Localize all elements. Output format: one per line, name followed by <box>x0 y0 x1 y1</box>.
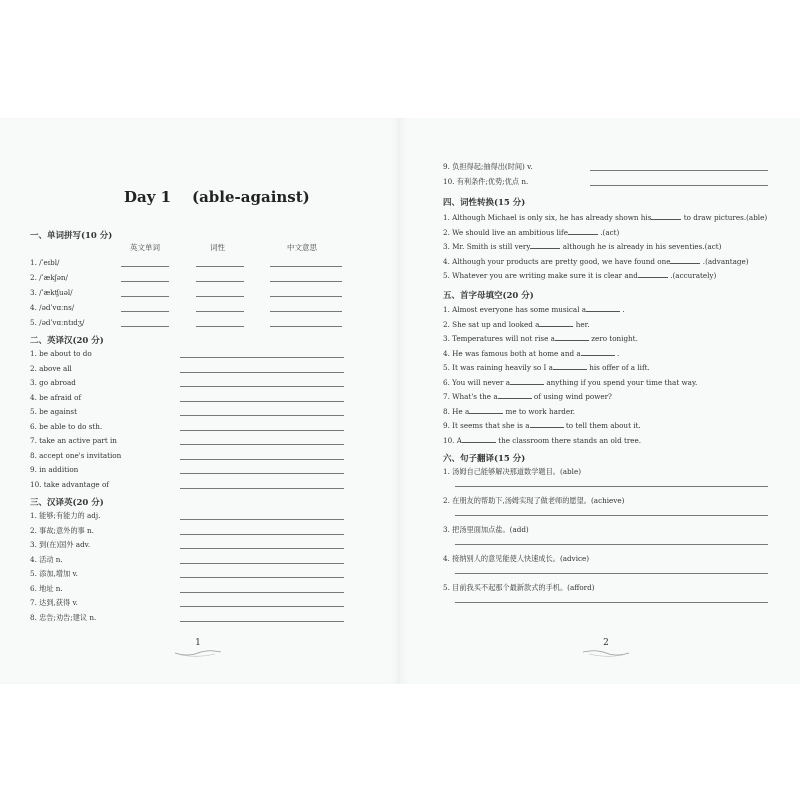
blank-line <box>462 435 496 443</box>
blank-line <box>530 420 564 428</box>
sentence-start: 5. Whatever you are writing make sure it is clear and <box>443 271 638 281</box>
sentence-start: 5. It was raining heavily so I a <box>443 363 553 372</box>
en-to-cn-item: 9. in addition <box>30 465 79 474</box>
sentence-end: to tell them about it. <box>565 421 641 430</box>
column-header-pos: 词性 <box>210 243 225 252</box>
fill-blank-sentence <box>443 420 641 430</box>
en-to-cn-item: 3. go abroad <box>30 378 76 387</box>
left-page <box>0 118 400 684</box>
answer-line <box>455 602 768 603</box>
sentence-end: of using wind power? <box>533 392 612 401</box>
blank-line <box>539 319 573 327</box>
translation-item: 5. 目前我买不起那个最新款式的手机。(afford) <box>443 583 595 592</box>
spelling-item: 4. /ədˈvɑːns/ <box>30 303 75 312</box>
fill-blank-sentence <box>443 348 619 358</box>
answer-line <box>180 548 344 549</box>
translation-item: 4. 接纳别人的意见能使人快速成长。(advice) <box>443 554 590 563</box>
section-2-heading: 二、英译汉(20 分) <box>30 336 104 346</box>
answer-line <box>196 266 244 267</box>
answer-line <box>455 544 768 545</box>
blank-line <box>530 241 560 249</box>
en-to-cn-item: 6. be able to do sth. <box>30 421 103 431</box>
answer-line <box>121 311 169 312</box>
blank-line <box>638 270 668 278</box>
page-number: 1 <box>195 638 201 648</box>
answer-line <box>121 281 169 282</box>
fill-blank-sentence <box>443 391 612 401</box>
sentence-end: .(accurately) <box>670 271 717 281</box>
answer-line <box>180 534 344 535</box>
answer-line <box>180 606 344 607</box>
blank-line <box>510 377 544 385</box>
answer-line <box>180 488 344 489</box>
answer-line <box>270 281 342 282</box>
book-spread <box>0 118 800 684</box>
answer-line <box>196 281 244 282</box>
answer-line <box>180 459 344 460</box>
cn-to-en-item: 5. 添加,增加 v. <box>30 569 78 578</box>
cn-to-en-item: 4. 活动 n. <box>30 554 63 564</box>
sentence-start: 3. Mr. Smith is still very <box>443 242 531 252</box>
answer-line <box>180 372 344 373</box>
answer-line <box>180 473 344 474</box>
answer-line <box>121 326 169 327</box>
answer-line <box>196 311 244 312</box>
cn-to-en-item: 1. 能够;有能力的 adj. <box>30 511 101 520</box>
sentence-end: her. <box>575 319 590 329</box>
answer-line <box>121 266 169 267</box>
fill-blank-sentence <box>443 227 619 237</box>
answer-line <box>270 266 342 267</box>
answer-line <box>180 444 344 445</box>
answer-line <box>180 357 344 358</box>
spelling-item: 2. /ˈækʃən/ <box>30 273 68 282</box>
answer-line <box>180 577 344 578</box>
answer-line <box>196 296 244 297</box>
sentence-start: 8. He a <box>443 406 470 416</box>
blank-line <box>555 333 589 341</box>
spelling-item: 5. /ədˈvɑːntɪdʒ/ <box>30 318 85 327</box>
blank-line <box>553 362 587 370</box>
blank-line <box>498 391 532 399</box>
fill-blank-sentence <box>443 362 650 372</box>
fill-blank-sentence <box>443 435 641 445</box>
translation-item: 1. 汤姆自己能够解决那道数学题目。(able) <box>443 467 582 476</box>
sentence-start: 4. Although your products are pretty good, we have found one <box>443 256 671 266</box>
sentence-end: his offer of a lift. <box>589 363 650 372</box>
right-page <box>400 118 800 684</box>
page-ornament-icon <box>581 647 631 657</box>
cn-to-en-item: 3. 到(在)国外 adv. <box>30 540 91 549</box>
en-to-cn-item: 1. be about to do <box>30 349 92 358</box>
sentence-start: 3. Temperatures will not rise a <box>443 334 555 343</box>
translation-item: 3. 把汤里面加点盐。(add) <box>443 525 529 534</box>
page-ornament-icon <box>173 647 223 657</box>
sentence-start: 1. Almost everyone has some musical a <box>443 305 587 314</box>
en-to-cn-item: 2. above all <box>30 363 72 373</box>
sentence-end: . <box>616 348 620 358</box>
answer-line <box>455 486 768 487</box>
fill-blank-sentence <box>443 319 590 329</box>
sentence-end: anything if you spend your time that way. <box>546 377 698 387</box>
sentence-end: . <box>622 305 625 314</box>
answer-line <box>180 401 344 402</box>
fill-blank-sentence <box>443 212 767 222</box>
sentence-end: to draw pictures.(able) <box>683 213 768 222</box>
answer-line <box>270 326 342 327</box>
blank-line <box>670 256 700 264</box>
blank-line <box>651 212 681 220</box>
answer-line <box>455 573 768 574</box>
sentence-start: 9. It seems that she is a <box>443 421 530 430</box>
sentence-start: 1. Although Michael is only six, he has already shown his <box>443 213 652 222</box>
section-6-heading: 六、句子翻译(15 分) <box>443 454 526 464</box>
sentence-start: 2. We should live an ambitious life <box>443 227 568 237</box>
answer-line <box>270 311 342 312</box>
vocab-item-9: 9. 负担得起;抽得出(时间) v. <box>443 162 533 171</box>
cn-to-en-item: 2. 事故;意外的事 n. <box>30 525 94 535</box>
cn-to-en-item: 6. 地址 n. <box>30 583 63 593</box>
answer-line <box>180 592 344 593</box>
section-4-heading: 四、词性转换(15 分) <box>443 198 526 208</box>
fill-blank-sentence <box>443 304 625 314</box>
sentence-start: 6. You will never a <box>443 377 511 387</box>
answer-line <box>180 621 344 622</box>
answer-line <box>180 415 344 416</box>
answer-line <box>180 386 344 387</box>
column-header-word: 英文单词 <box>130 243 160 252</box>
column-header-meaning: 中文意思 <box>287 243 317 252</box>
sentence-end: zero tonight. <box>591 334 638 343</box>
en-to-cn-item: 4. be afraid of <box>30 392 82 402</box>
answer-line <box>590 170 768 171</box>
answer-line <box>590 185 768 186</box>
spelling-item: 3. /ˈækʧuəl/ <box>30 288 73 297</box>
fill-blank-sentence <box>443 406 575 416</box>
en-to-cn-item: 10. take advantage of <box>30 479 109 489</box>
sentence-start: 2. She sat up and looked a <box>443 319 540 329</box>
section-3-heading: 三、汉译英(20 分) <box>30 498 104 508</box>
sentence-end: .(act) <box>600 227 620 237</box>
spelling-item: 1. /ˈeɪbl/ <box>30 258 60 267</box>
answer-line <box>121 296 169 297</box>
section-1-heading: 一、单词拼写(10 分) <box>30 231 113 241</box>
answer-line <box>270 296 342 297</box>
fill-blank-sentence <box>443 256 749 266</box>
fill-blank-sentence <box>443 333 638 343</box>
en-to-cn-item: 8. accept one's invitation <box>30 450 122 460</box>
blank-line <box>568 227 598 235</box>
answer-line <box>180 519 344 520</box>
cn-to-en-item: 8. 忠告;劝告;建议 n. <box>30 612 97 622</box>
en-to-cn-item: 7. take an active part in <box>30 436 117 445</box>
section-5-heading: 五、首字母填空(20 分) <box>443 291 534 301</box>
cn-to-en-item: 7. 达到,获得 v. <box>30 598 78 607</box>
answer-line <box>180 563 344 564</box>
sentence-end: me to work harder. <box>505 406 576 416</box>
answer-line <box>180 430 344 431</box>
sentence-end: .(advantage) <box>702 256 749 266</box>
sentence-start: 10. A <box>443 435 462 445</box>
answer-line <box>196 326 244 327</box>
sentence-start: 4. He was famous both at home and a <box>443 348 581 358</box>
blank-line <box>469 406 503 414</box>
blank-line <box>586 304 620 312</box>
page-title: Day 1 (able-against) <box>124 188 310 206</box>
fill-blank-sentence <box>443 241 721 251</box>
fill-blank-sentence <box>443 377 697 387</box>
answer-line <box>455 515 768 516</box>
vocab-item-10: 10. 有利条件;优势;优点 n. <box>443 177 529 186</box>
sentence-start: 7. What's the a <box>443 392 498 401</box>
page-number: 2 <box>603 638 609 648</box>
translation-item: 2. 在朋友的帮助下,汤姆实现了做老师的愿望。(achieve) <box>443 496 625 505</box>
blank-line <box>581 348 615 356</box>
sentence-end: the classroom there stands an old tree. <box>498 435 642 445</box>
en-to-cn-item: 5. be against <box>30 407 77 416</box>
fill-blank-sentence <box>443 270 716 280</box>
sentence-end: although he is already in his seventies.(act) <box>562 242 722 252</box>
